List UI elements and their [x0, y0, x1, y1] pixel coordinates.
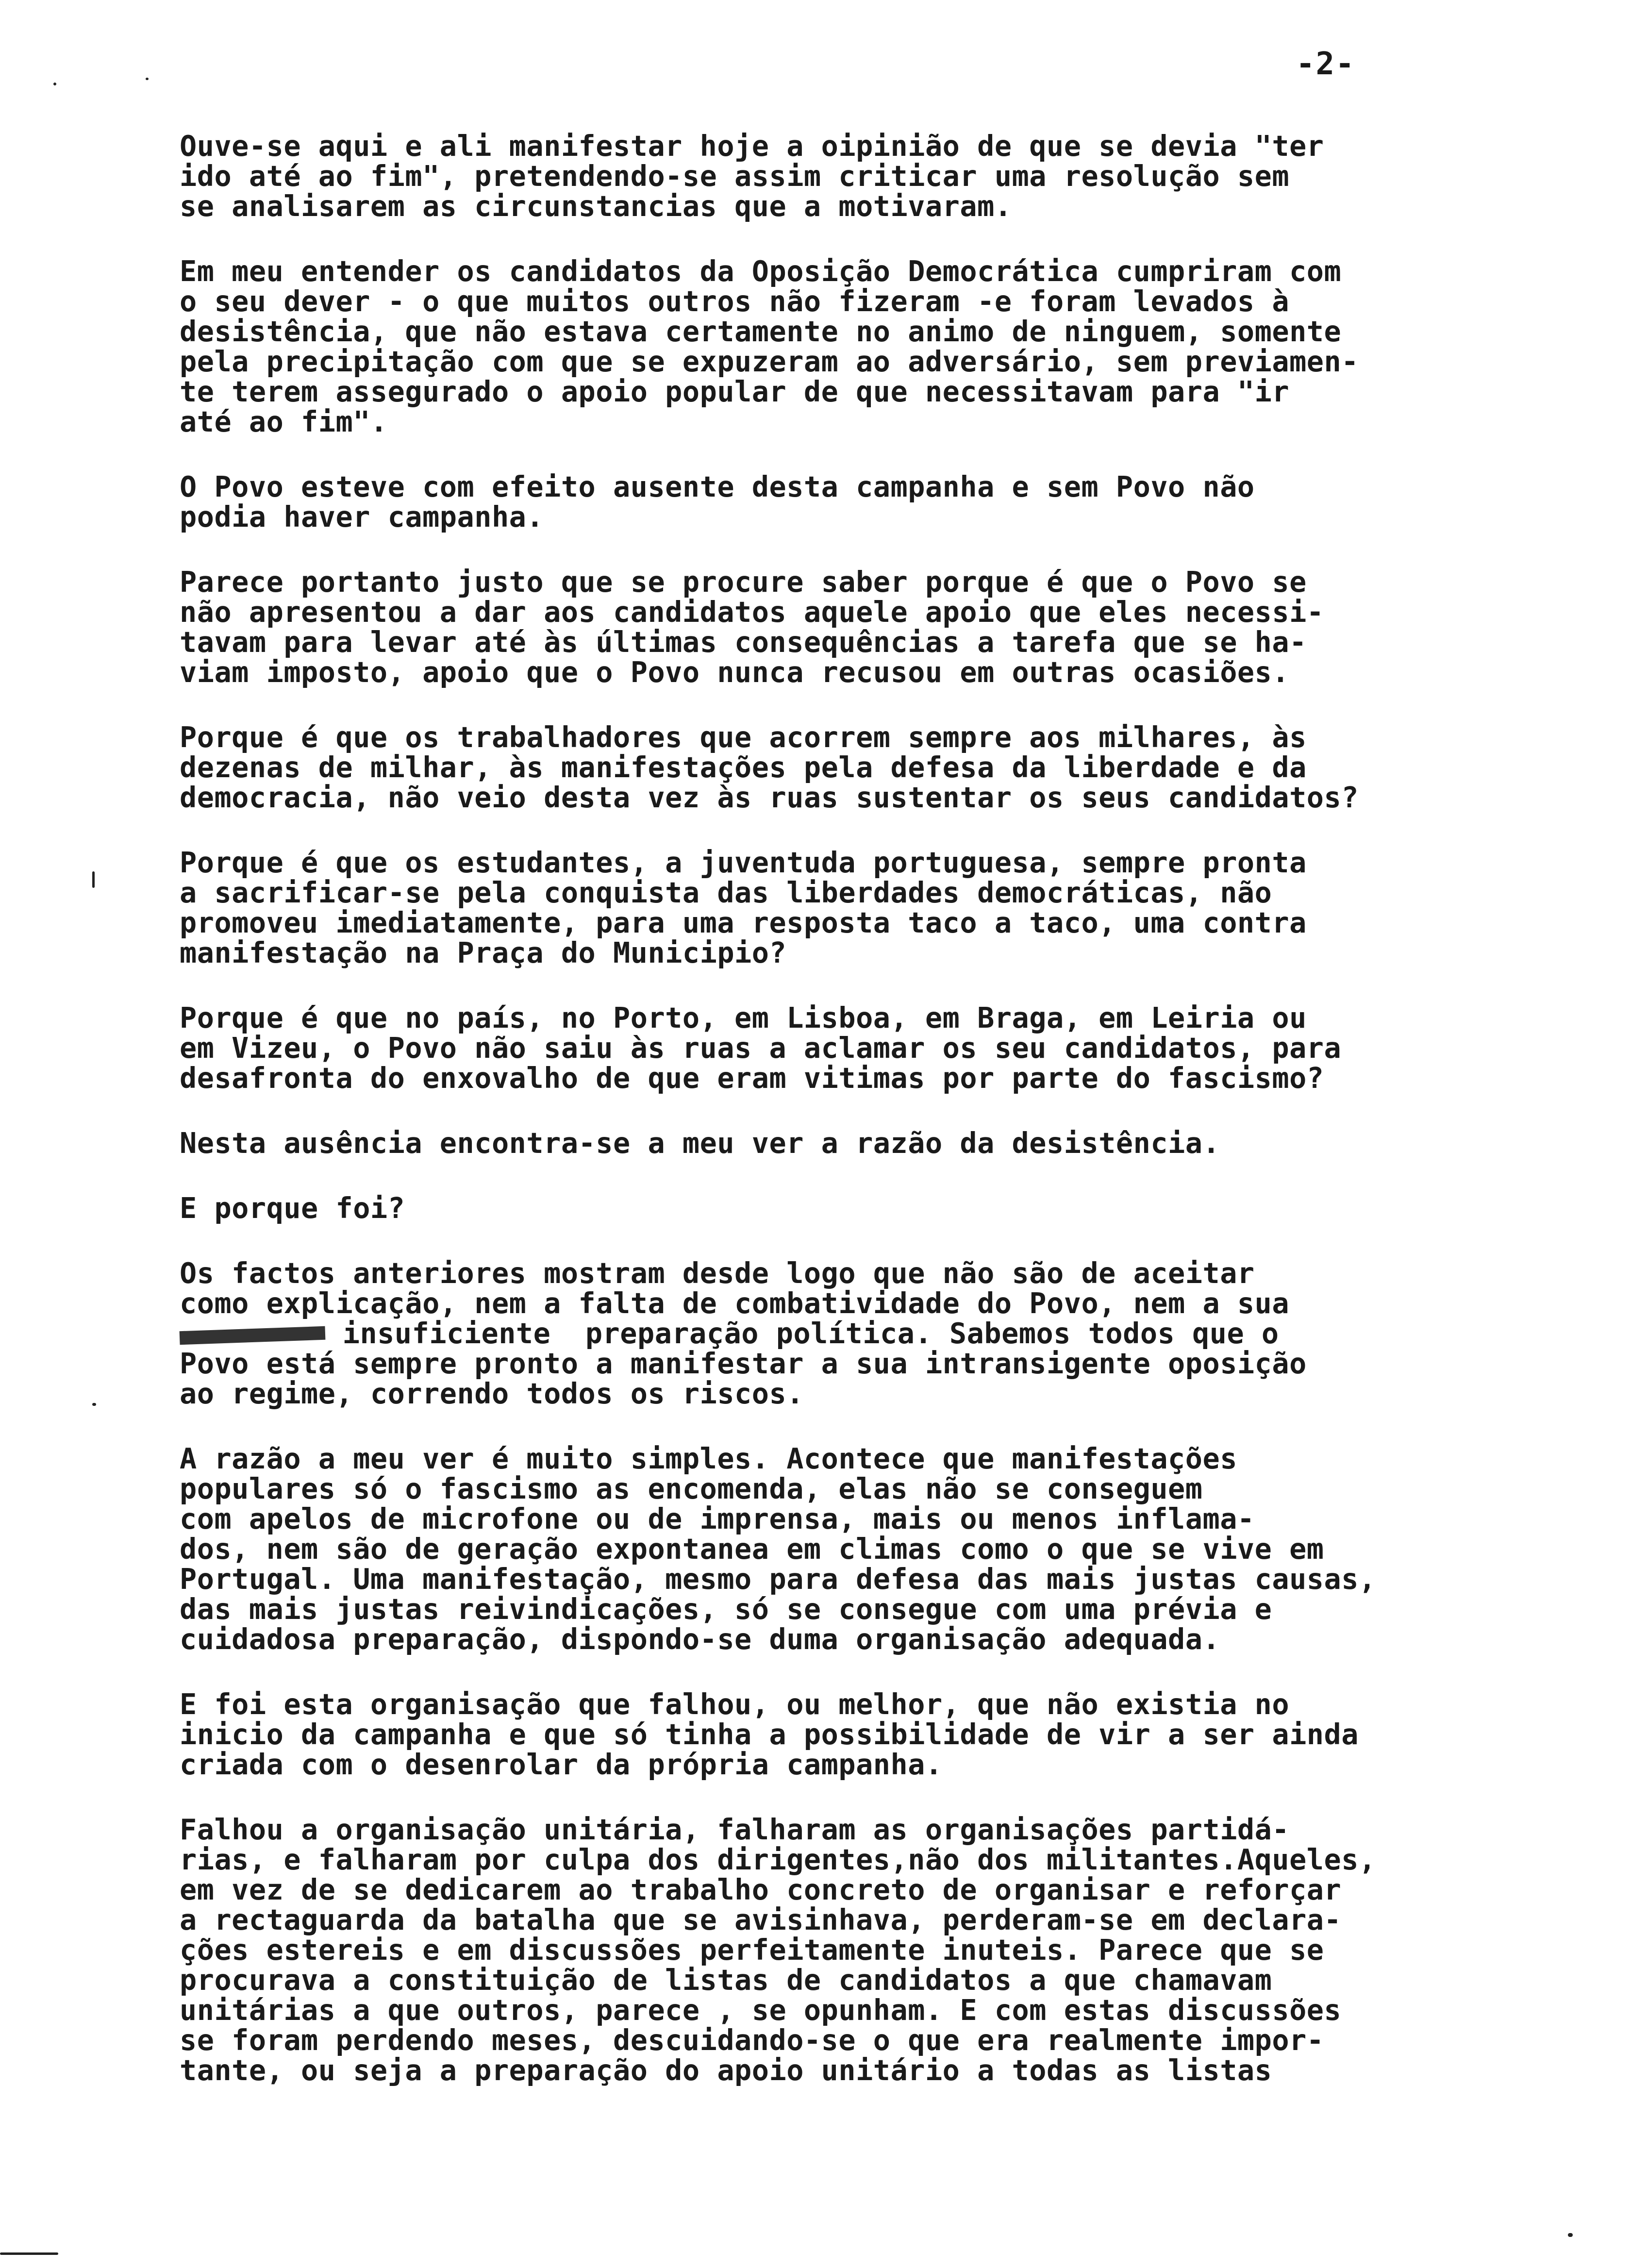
text-line: Em meu entender os candidatos da Oposição Democrática cumpriram com [180, 255, 1342, 288]
text-line: democracia, não veio desta vez às ruas sustentar os seus candidatos? [180, 781, 1359, 814]
text-line: unitárias a que outros, parece , se opunham. E com estas discussões [180, 1994, 1342, 2027]
text-line: promoveu imediatamente, para uma resposta taco a taco, uma contra [180, 906, 1307, 939]
text-line: desafronta do enxovalho de que eram vitimas por parte do fascismo? [180, 1062, 1324, 1095]
text-line: criada com o desenrolar da própria campanha. [180, 1748, 943, 1781]
paragraph-1 [180, 131, 1490, 221]
text-line: ao regime, correndo todos os riscos. [180, 1377, 804, 1410]
text-line: tavam para levar até às últimas consequências a tarefa que se ha- [180, 626, 1307, 659]
text-line: Os factos anteriores mostram desde logo que não são de aceitar [180, 1257, 1255, 1290]
text-line: até ao fim". [180, 405, 388, 438]
text-line: viam imposto, apoio que o Povo nunca recusou em outras ocasiões. [180, 656, 1290, 689]
paragraph-6 [180, 848, 1490, 968]
text-line: com apelos de microfone ou de imprensa, mais ou menos inflama- [180, 1502, 1255, 1535]
text-line: a rectaguarda da batalha que se avisinhava, perderam-se em declara- [180, 1903, 1342, 1936]
page-number: -2- [1296, 46, 1355, 82]
scan-speck [53, 83, 56, 85]
text-line: podia haver campanha. [180, 500, 544, 534]
paragraph-3 [180, 472, 1490, 532]
text-line: inicio da campanha e que só tinha a possibilidade de vir a ser ainda [180, 1718, 1359, 1751]
text-line: E porque foi? [180, 1192, 405, 1225]
paragraph-2 [180, 256, 1490, 437]
text-line: Porque é que no país, no Porto, em Lisboa, em Braga, em Leiria ou [180, 1001, 1307, 1034]
document-body [180, 131, 1490, 2120]
text-line: O Povo esteve com efeito ausente desta campanha e sem Povo não [180, 470, 1255, 503]
text-line: Falhou a organisação unitária, falharam as organisações partidá- [180, 1813, 1290, 1846]
text-line: Ouve-se aqui e ali manifestar hoje a oipinião de que se devia "ter [180, 130, 1324, 163]
text-line: populares só o fascismo as encomenda, elas não se conseguem [180, 1472, 1203, 1505]
paragraph-4 [180, 567, 1490, 687]
paragraph-9 [180, 1193, 1490, 1223]
text-line: procurava a constituição de listas de candidatos a que chamavam [180, 1964, 1272, 1997]
text-line: o seu dever - o que muitos outros não fizeram -e foram levados à [180, 285, 1290, 318]
paragraph-5 [180, 722, 1490, 813]
paragraph-7 [180, 1003, 1490, 1093]
text-line: Nesta ausência encontra-se a meu ver a razão da desistência. [180, 1127, 1220, 1160]
text-line: te terem assegurado o apoio popular de que necessitavam para "ir [180, 375, 1290, 408]
scan-speck [92, 1403, 96, 1406]
text-line: desistência, que não estava certamente no animo de ninguem, somente [180, 315, 1342, 348]
text-line: pela precipitação com que se expuzeram ao adversário, sem previamen- [180, 345, 1359, 378]
text-line: como explicação, nem a falta de combatividade do Povo, nem a sua [180, 1287, 1290, 1320]
paragraph-12 [180, 1689, 1490, 1780]
text-line: Porque é que os trabalhadores que acorrem sempre aos milhares, às [180, 721, 1307, 754]
text-line: Portugal. Uma manifestação, mesmo para defesa das mais justas causas, [180, 1563, 1376, 1596]
text-line: cuidadosa preparação, dispondo-se duma organisação adequada. [180, 1623, 1220, 1656]
text-line: dezenas de milhar, às manifestações pela defesa da liberdade e da [180, 751, 1307, 784]
text-line: manifestação na Praça do Municipio? [180, 936, 787, 969]
text-line: dos, nem são de geração expontanea em climas como o que se vive em [180, 1533, 1324, 1566]
text-line: tante, ou seja a preparação do apoio unitário a todas as listas [180, 2054, 1272, 2087]
paragraph-10 [180, 1258, 1490, 1409]
text-line: em Vizeu, o Povo não saiu às ruas a aclamar os seu candidatos, para [180, 1032, 1342, 1065]
paragraph-13 [180, 1815, 1490, 2085]
scan-edge-line [0, 2252, 58, 2255]
text-line-rest: insuficiente preparação política. Sabemos todos que o [342, 1317, 1279, 1350]
scan-speck [146, 78, 149, 80]
paragraph-8 [180, 1128, 1490, 1158]
text-line: das mais justas reivindicações, só se consegue com uma prévia e [180, 1593, 1272, 1626]
text-line: E foi esta organisação que falhou, ou melhor, que não existia no [180, 1688, 1290, 1721]
text-line: não apresentou a dar aos candidatos aquele apoio que eles necessi- [180, 596, 1324, 629]
paragraph-11 [180, 1444, 1490, 1654]
text-line: em vez de se dedicarem ao trabalho concreto de organisar e reforçar [180, 1873, 1342, 1906]
scan-speck [1568, 2233, 1573, 2237]
text-line [180, 1318, 1490, 1349]
text-line: ido até ao fim", pretendendo-se assim criticar uma resolução sem [180, 160, 1290, 193]
text-line: rias, e falharam por culpa dos dirigentes,não dos militantes.Aqueles, [180, 1843, 1376, 1876]
text-line: se foram perdendo meses, descuidando-se o que era realmente impor- [180, 2024, 1324, 2057]
text-line: A razão a meu ver é muito simples. Acontece que manifestações [180, 1442, 1237, 1475]
text-line: Porque é que os estudantes, a juventuda portuguesa, sempre pronta [180, 846, 1307, 879]
text-line: ções estereis e em discussões perfeitamente inuteis. Parece que se [180, 1934, 1324, 1967]
struck-out-word [180, 1326, 326, 1345]
text-line: se analisarem as circunstancias que a motivaram. [180, 190, 1012, 223]
text-line: Povo está sempre pronto a manifestar a sua intransigente oposição [180, 1347, 1307, 1380]
text-line: Parece portanto justo que se procure saber porque é que o Povo se [180, 566, 1307, 599]
margin-mark [92, 871, 95, 888]
text-line: a sacrificar-se pela conquista das liberdades democráticas, não [180, 876, 1272, 909]
